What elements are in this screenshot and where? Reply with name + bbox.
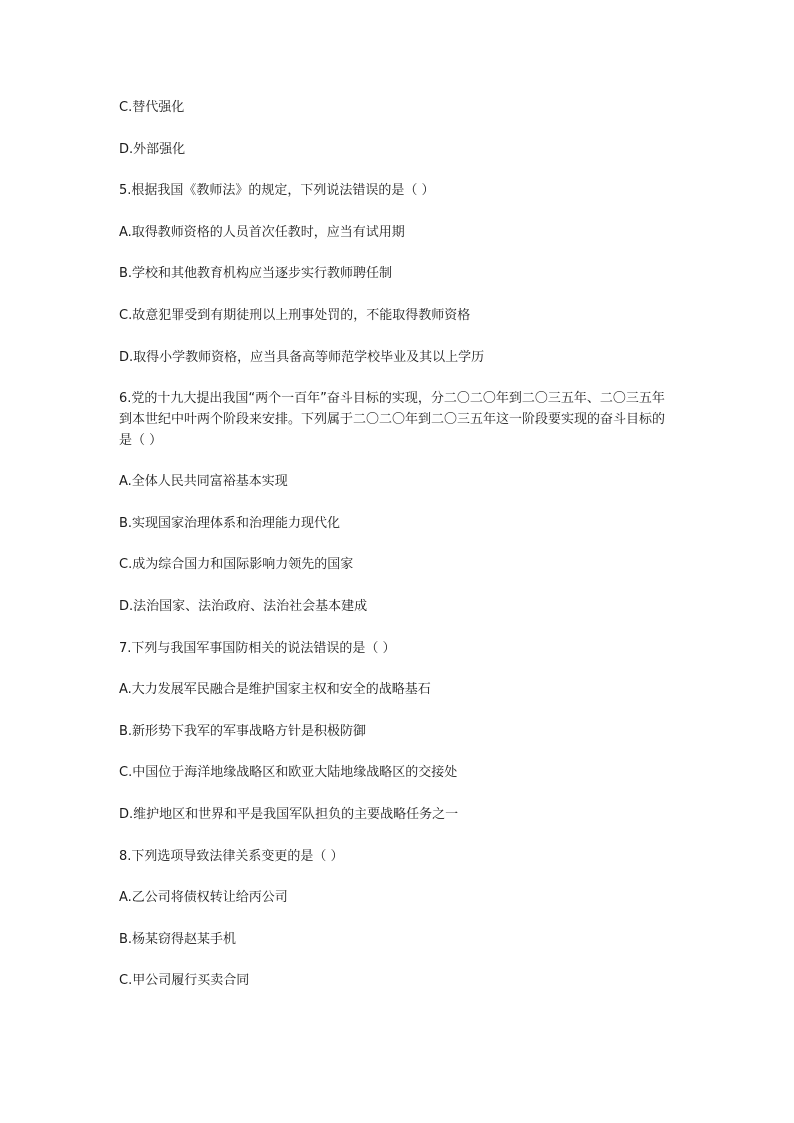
q7-option-a: A.大力发展军民融合是维护国家主权和安全的战略基石 (119, 682, 431, 697)
question-6: 6.党的十九大提出我国“两个一百年”奋斗目标的实现，分二〇二〇年到二〇三五年、二〇三五年到本世纪中叶两个阶段来安排。下列属于二〇二〇年到二〇三五年这一阶段要实现的奋斗目标的是（ ） (119, 391, 666, 448)
q8-option-a: A.乙公司将债权转让给丙公司 (119, 890, 288, 905)
q4-option-c: C.替代强化 (119, 100, 185, 115)
q6-option-d: D.法治国家、法治政府、法治社会基本建成 (119, 599, 368, 614)
q5-option-a: A.取得教师资格的人员首次任教时，应当有试用期 (119, 225, 405, 240)
q6-option-a: A.全体人民共同富裕基本实现 (119, 474, 288, 489)
q5-option-b: B.学校和其他教育机构应当逐步实行教师聘任制 (119, 266, 393, 281)
q6-option-c: C.成为综合国力和国际影响力领先的国家 (119, 557, 354, 572)
q7-option-c: C.中国位于海洋地缘战略区和欧亚大陆地缘战略区的交接处 (119, 765, 458, 780)
q7-option-d: D.维护地区和世界和平是我国军队担负的主要战略任务之一 (119, 807, 459, 822)
q5-option-c: C.故意犯罪受到有期徒刑以上刑事处罚的，不能取得教师资格 (119, 308, 471, 323)
q4-option-d: D.外部强化 (119, 142, 186, 157)
q5-option-d: D.取得小学教师资格，应当具备高等师范学校毕业及其以上学历 (119, 350, 485, 365)
q8-option-c: C.甲公司履行买卖合同 (119, 973, 250, 988)
question-7: 7.下列与我国军事国防相关的说法错误的是（ ） (119, 641, 396, 656)
question-8: 8.下列选项导致法律关系变更的是（ ） (119, 849, 344, 864)
q6-option-b: B.实现国家治理体系和治理能力现代化 (119, 516, 341, 531)
question-5: 5.根据我国《教师法》的规定，下列说法错误的是（ ） (119, 183, 435, 198)
q7-option-b: B.新形势下我军的军事战略方针是积极防御 (119, 724, 367, 739)
q8-option-b: B.杨某窃得赵某手机 (119, 932, 237, 947)
